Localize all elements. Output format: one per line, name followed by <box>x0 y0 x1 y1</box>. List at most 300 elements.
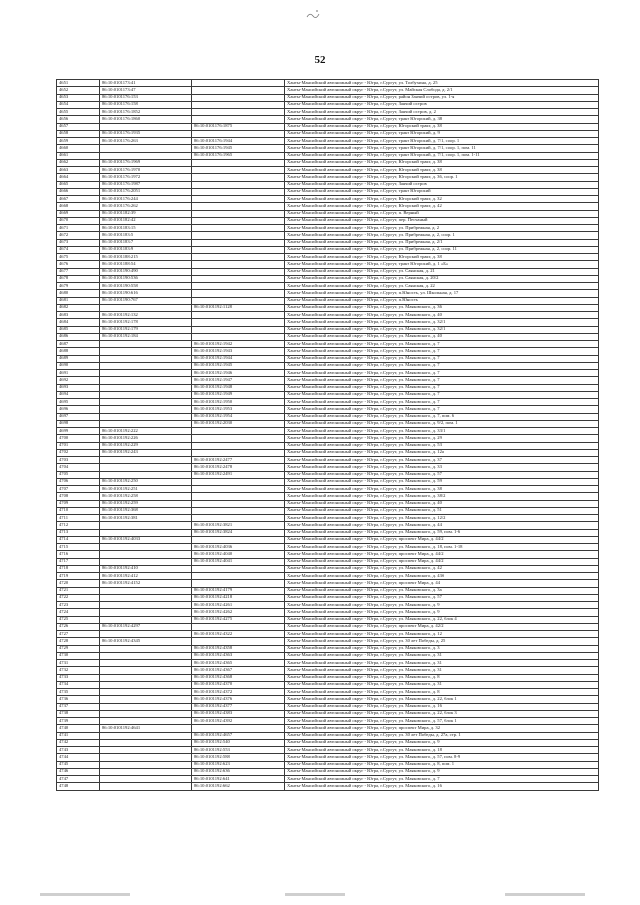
address-cell: Ханты-Мансийский автономный округ - Югра, г.Сургут, тракт Югорский <box>285 188 599 195</box>
cadastral-number-cell: 86:10:0101176:2051 <box>100 188 192 195</box>
table-row <box>57 725 599 732</box>
row-number-cell: 4707 <box>57 486 100 493</box>
table-row <box>57 529 599 536</box>
cadastral-number-cell: 86:10:0101182:39 <box>100 210 192 217</box>
row-number-cell: 4713 <box>57 529 100 536</box>
address-cell: Ханты-Мансийский автономный округ - Югра, г.Сургут, ул. Маяковского, д. 12а <box>285 449 599 456</box>
related-cadastral-number-cell: 86:10:0101192:4376 <box>192 696 285 703</box>
table-row <box>57 174 599 181</box>
address-cell: Ханты-Мансийский автономный округ - Югра, г.Сургут, ул. Маяковского, д. 16 <box>285 783 599 790</box>
cadastral-number-cell <box>100 718 192 725</box>
row-number-cell: 4733 <box>57 674 100 681</box>
related-cadastral-number-cell <box>192 80 285 87</box>
related-cadastral-number-cell <box>192 326 285 333</box>
related-cadastral-number-cell: 86:10:0101192:1945 <box>192 362 285 369</box>
related-cadastral-number-cell: 86:10:0101192:623 <box>192 761 285 768</box>
row-number-cell: 4710 <box>57 507 100 514</box>
related-cadastral-number-cell: 86:10:0101192:4262 <box>192 609 285 616</box>
related-cadastral-number-cell: 86:10:0101192:662 <box>192 783 285 790</box>
cadastral-number-cell: 86:10:0101176:1860 <box>100 116 192 123</box>
related-cadastral-number-cell <box>192 428 285 435</box>
cadastral-number-cell: 86:10:0101176:1970 <box>100 167 192 174</box>
table-row <box>57 391 599 398</box>
row-number-cell: 4746 <box>57 768 100 775</box>
table-row <box>57 645 599 652</box>
table-row <box>57 536 599 543</box>
table-row <box>57 710 599 717</box>
address-cell: Ханты-Мансийский автономный округ - Югра, г.Сургут, проспект Мира, д. 44 <box>285 580 599 587</box>
related-cadastral-number-cell: 86:10:0101192:4322 <box>192 631 285 638</box>
related-cadastral-number-cell <box>192 239 285 246</box>
row-number-cell: 4676 <box>57 261 100 268</box>
related-cadastral-number-cell <box>192 174 285 181</box>
table-row <box>57 580 599 587</box>
row-number-cell: 4679 <box>57 283 100 290</box>
cadastral-number-cell <box>100 696 192 703</box>
address-cell: Ханты-Мансийский автономный округ - Югра, г.Сургут, ул. Маяковского, д. 8 <box>285 689 599 696</box>
address-cell: Ханты-Мансийский автономный округ - Югра, г.Сургут, район Заячий остров, ул. 1-я <box>285 94 599 101</box>
cadastral-number-cell <box>100 652 192 659</box>
cadastral-number-cell: 86:10:0101176:263 <box>100 138 192 145</box>
table-row <box>57 399 599 406</box>
address-cell: Ханты-Мансийский автономный округ - Югра, г.Сургут, ул. Маяковского, д. 33/1 <box>285 428 599 435</box>
row-number-cell: 4666 <box>57 188 100 195</box>
row-number-cell: 4673 <box>57 239 100 246</box>
row-number-cell: 4662 <box>57 159 100 166</box>
related-cadastral-number-cell: 86:10:0101176:1944 <box>192 138 285 145</box>
row-number-cell: 4659 <box>57 138 100 145</box>
row-number-cell: 4656 <box>57 116 100 123</box>
cadastral-number-cell: 86:10:0101192:4297 <box>100 623 192 630</box>
cadastral-number-cell <box>100 355 192 362</box>
address-cell: Ханты-Мансийский автономный округ - Югра, г.Сургут, ул. Маяковского, д. 16 <box>285 703 599 710</box>
address-cell: Ханты-Мансийский автономный округ - Югра, г.Сургут, ул. Маяковского, д. 59 <box>285 478 599 485</box>
related-cadastral-number-cell: 86:10:0101192:1942 <box>192 341 285 348</box>
address-cell: Ханты-Мансийский автономный округ - Югра, г.Сургут, проспект Мира, д. 44/2 <box>285 558 599 565</box>
cadastral-number-cell: 86:10:0101192:4033 <box>100 536 192 543</box>
related-cadastral-number-cell <box>192 232 285 239</box>
row-number-cell: 4709 <box>57 500 100 507</box>
row-number-cell: 4698 <box>57 420 100 427</box>
cadastral-number-cell <box>100 522 192 529</box>
row-number-cell: 4667 <box>57 196 100 203</box>
row-number-cell: 4680 <box>57 290 100 297</box>
address-cell: Ханты-Мансийский автономный округ - Югра, г.Сургут, ул. Маяковского, д. 12/2 <box>285 515 599 522</box>
address-cell: Ханты-Мансийский автономный округ - Югра, г.Сургут, ул. Маяковского, д. 7 <box>285 406 599 413</box>
related-cadastral-number-cell: 86:10:0101192:4275 <box>192 616 285 623</box>
table-row <box>57 696 599 703</box>
related-cadastral-number-cell: 86:10:0101192:4036 <box>192 544 285 551</box>
related-cadastral-number-cell: 86:10:0101192:641 <box>192 776 285 783</box>
cadastral-number-cell: 86:10:0101183:7 <box>100 239 192 246</box>
row-number-cell: 4655 <box>57 109 100 116</box>
address-cell: Ханты-Мансийский автономный округ - Югра, г.Сургут, тракт Югорский, д. 38 <box>285 116 599 123</box>
related-cadastral-number-cell: 86:10:0101192:1950 <box>192 399 285 406</box>
address-cell: Ханты-Мансийский автономный округ - Югра, г.Сургут, пер. Песчаный <box>285 217 599 224</box>
cadastral-number-cell <box>100 783 192 790</box>
cadastral-number-cell: 86:10:0101192:132 <box>100 312 192 319</box>
address-cell: Ханты-Мансийский автономный округ - Югра, г.Сургут, ул. Маяковского, д. 32/1 <box>285 326 599 333</box>
cadastral-number-cell <box>100 391 192 398</box>
related-cadastral-number-cell: 86:10:0101192:2030 <box>192 420 285 427</box>
row-number-cell: 4706 <box>57 478 100 485</box>
address-cell: Ханты-Мансийский автономный округ - Югра, г.Сургут, тракт Югорский, д. 9 <box>285 130 599 137</box>
table-row <box>57 130 599 137</box>
row-number-cell: 4714 <box>57 536 100 543</box>
address-cell: Ханты-Мансийский автономный округ - Югра, г.Сургут, ул. Маяковского, д. 8, пом. 1 <box>285 761 599 768</box>
table-row <box>57 196 599 203</box>
address-cell: Ханты-Мансийский автономный округ - Югра, г.Сургут, Заячий остров, д. 2 <box>285 109 599 116</box>
cadastral-number-cell <box>100 631 192 638</box>
table-row <box>57 355 599 362</box>
address-cell: Ханты-Мансийский автономный округ - Югра, г.Сургут, проспект Мира, д. 44/2 <box>285 551 599 558</box>
cadastral-number-cell: 86:10:0101183:9 <box>100 246 192 253</box>
row-number-cell: 4708 <box>57 493 100 500</box>
cadastral-number-cell <box>100 413 192 420</box>
table-row <box>57 689 599 696</box>
scan-footer-noise <box>505 893 585 896</box>
table-row <box>57 225 599 232</box>
row-number-cell: 4675 <box>57 254 100 261</box>
table-row <box>57 558 599 565</box>
row-number-cell: 4738 <box>57 710 100 717</box>
table-row <box>57 232 599 239</box>
row-number-cell: 4663 <box>57 167 100 174</box>
row-number-cell: 4694 <box>57 391 100 398</box>
related-cadastral-number-cell <box>192 623 285 630</box>
address-cell: Ханты-Мансийский автономный округ - Югра, г.Сургут, ул. Маяковского, д. 38 <box>285 486 599 493</box>
row-number-cell: 4702 <box>57 449 100 456</box>
cadastral-number-cell: 86:10:0101183:15 <box>100 225 192 232</box>
table-row <box>57 667 599 674</box>
row-number-cell: 4719 <box>57 573 100 580</box>
cadastral-number-cell: 86:10:0101173:41 <box>100 80 192 87</box>
related-cadastral-number-cell <box>192 449 285 456</box>
table-row <box>57 290 599 297</box>
cadastral-number-cell: 86:10:0101188:215 <box>100 254 192 261</box>
row-number-cell: 4674 <box>57 246 100 253</box>
table-row <box>57 449 599 456</box>
related-cadastral-number-cell <box>192 210 285 217</box>
cadastral-number-cell: 86:10:0101192:4152 <box>100 580 192 587</box>
cadastral-number-cell <box>100 471 192 478</box>
cadastral-number-cell: 86:10:0101192:4345 <box>100 638 192 645</box>
related-cadastral-number-cell: 86:10:0101176:1875 <box>192 123 285 130</box>
related-cadastral-number-cell: 86:10:0101192:4040 <box>192 551 285 558</box>
row-number-cell: 4699 <box>57 428 100 435</box>
table-row <box>57 348 599 355</box>
row-number-cell: 4651 <box>57 80 100 87</box>
table-row <box>57 413 599 420</box>
table-row <box>57 587 599 594</box>
address-cell: Ханты-Мансийский автономный округ - Югра, г.Сургут, Заячий остров <box>285 181 599 188</box>
address-cell: Ханты-Мансийский автономный округ - Югра, г.Сургут, ул. Маяковского, д. 9/2, пом. 1 <box>285 420 599 427</box>
related-cadastral-number-cell <box>192 500 285 507</box>
related-cadastral-number-cell <box>192 515 285 522</box>
cadastral-number-cell: 86:10:0101192:381 <box>100 515 192 522</box>
address-cell: Ханты-Мансийский автономный округ - Югра, г.Сургут, ул. Маяковского, д. 31 <box>285 681 599 688</box>
table-row <box>57 522 599 529</box>
cadastral-number-cell <box>100 674 192 681</box>
related-cadastral-number-cell <box>192 638 285 645</box>
cadastral-number-cell: 86:10:0101183:5 <box>100 232 192 239</box>
row-number-cell: 4685 <box>57 326 100 333</box>
address-cell: Ханты-Мансийский автономный округ - Югра, г.Сургут, ул. Маяковского, д. 22, блок 3 <box>285 710 599 717</box>
related-cadastral-number-cell: 86:10:0101192:1944 <box>192 355 285 362</box>
table-row <box>57 464 599 471</box>
address-cell: Ханты-Мансийский автономный округ - Югра, г.Сургут, ул. Толбухина, д. 25 <box>285 80 599 87</box>
cadastral-number-cell <box>100 348 192 355</box>
address-cell: Ханты-Мансийский автономный округ - Югра, г.Сургут, Югорский тракт, д. 42 <box>285 203 599 210</box>
table-row <box>57 406 599 413</box>
table-row <box>57 747 599 754</box>
table-row <box>57 188 599 195</box>
table-row <box>57 754 599 761</box>
related-cadastral-number-cell: 86:10:0101192:1953 <box>192 406 285 413</box>
cadastral-number-cell <box>100 341 192 348</box>
table-row <box>57 616 599 623</box>
row-number-cell: 4686 <box>57 333 100 340</box>
row-number-cell: 4660 <box>57 145 100 152</box>
table-row <box>57 116 599 123</box>
table-row <box>57 776 599 783</box>
table-row <box>57 370 599 377</box>
address-cell: Ханты-Мансийский автономный округ - Югра, г.Сургут, п.Юность, ул. Школьная, д. 17 <box>285 290 599 297</box>
row-number-cell: 4658 <box>57 130 100 137</box>
table-row <box>57 703 599 710</box>
row-number-cell: 4720 <box>57 580 100 587</box>
address-cell: Ханты-Мансийский автономный округ - Югра, г.Сургут, ул. Маяковского, д. 22, блок 4 <box>285 616 599 623</box>
table-row <box>57 660 599 667</box>
row-number-cell: 4689 <box>57 355 100 362</box>
cadastral-number-cell: 86:10:0101192:250 <box>100 478 192 485</box>
related-cadastral-number-cell <box>192 167 285 174</box>
row-number-cell: 4665 <box>57 181 100 188</box>
related-cadastral-number-cell: 86:10:0101192:4377 <box>192 703 285 710</box>
address-cell: Ханты-Мансийский автономный округ - Югра, г.Сургут, ул. Маяковского, д. 7 <box>285 370 599 377</box>
address-cell: Ханты-Мансийский автономный округ - Югра, г.Сургут, Югорский тракт, д. 38 <box>285 123 599 130</box>
related-cadastral-number-cell <box>192 101 285 108</box>
cadastral-number-cell <box>100 747 192 754</box>
address-cell: Ханты-Мансийский автономный округ - Югра, г.Сургут, ул. Маяковского, д. 57 <box>285 594 599 601</box>
related-cadastral-number-cell <box>192 130 285 137</box>
related-cadastral-number-cell <box>192 442 285 449</box>
row-number-cell: 4730 <box>57 652 100 659</box>
row-number-cell: 4745 <box>57 761 100 768</box>
row-number-cell: 4695 <box>57 399 100 406</box>
table-row <box>57 681 599 688</box>
table-row <box>57 638 599 645</box>
related-cadastral-number-cell <box>192 268 285 275</box>
cadastral-number-cell: 86:10:0101192:251 <box>100 486 192 493</box>
table-row <box>57 362 599 369</box>
row-number-cell: 4705 <box>57 471 100 478</box>
row-number-cell: 4692 <box>57 377 100 384</box>
row-number-cell: 4712 <box>57 522 100 529</box>
cadastral-number-cell <box>100 370 192 377</box>
address-cell: Ханты-Мансийский автономный округ - Югра, г.Сургут, ул. Маяковского, д. 36 <box>285 304 599 311</box>
related-cadastral-number-cell: 86:10:0101192:588 <box>192 754 285 761</box>
address-cell: Ханты-Мансийский автономный округ - Югра, г.Сургут, ул. Маяковского, д. 29 <box>285 435 599 442</box>
related-cadastral-number-cell: 86:10:0101192:1943 <box>192 348 285 355</box>
row-number-cell: 4718 <box>57 565 100 572</box>
cadastral-number-cell <box>100 710 192 717</box>
address-cell: Ханты-Мансийский автономный округ - Югра, г.Сургут, ул. 30 лет Победы, д. 25 <box>285 638 599 645</box>
related-cadastral-number-cell <box>192 333 285 340</box>
cadastral-number-cell <box>100 384 192 391</box>
cadastral-number-cell <box>100 529 192 536</box>
related-cadastral-number-cell <box>192 580 285 587</box>
address-cell: Ханты-Мансийский автономный округ - Югра, г.Сургут, ул. Майская Слобода, д. 2/1 <box>285 87 599 94</box>
table-row <box>57 254 599 261</box>
address-cell: Ханты-Мансийский автономный округ - Югра, г.Сургут, ул. Маяковского, д. 57, пом. 8-9 <box>285 754 599 761</box>
related-cadastral-number-cell <box>192 725 285 732</box>
address-cell: Ханты-Мансийский автономный округ - Югра, г.Сургут, ул. Маяковского, д. 22, блок 1 <box>285 696 599 703</box>
address-cell: Ханты-Мансийский автономный округ - Югра, г.Сургут, ул. Маяковского, д. 37 <box>285 457 599 464</box>
row-number-cell: 4664 <box>57 174 100 181</box>
address-cell: Ханты-Мансийский автономный округ - Югра, г.Сургут, проспект Мира, д. 44/2 <box>285 536 599 543</box>
related-cadastral-number-cell: 86:10:0101192:636 <box>192 768 285 775</box>
table-row <box>57 87 599 94</box>
related-cadastral-number-cell <box>192 217 285 224</box>
table-row <box>57 268 599 275</box>
address-cell: Ханты-Мансийский автономный округ - Югра, г.Сургут, Югорский тракт, д. 38 <box>285 167 599 174</box>
address-cell: Ханты-Мансийский автономный округ - Югра, г.Сургут, проспект Мира, д. 32 <box>285 725 599 732</box>
row-number-cell: 4684 <box>57 319 100 326</box>
cadastral-number-cell <box>100 377 192 384</box>
address-cell: Ханты-Мансийский автономный округ - Югра, г.Сургут, ул. Маяковского, д. 31 <box>285 652 599 659</box>
related-cadastral-number-cell: 86:10:0101192:2491 <box>192 471 285 478</box>
cadastral-number-cell: 86:10:0101192:229 <box>100 442 192 449</box>
cadastral-number-cell: 86:10:0101192:410 <box>100 565 192 572</box>
address-cell: Ханты-Мансийский автономный округ - Югра, г.Сургут, ул. Саянская, д. 21 <box>285 268 599 275</box>
cadastral-number-cell: 86:10:0101192:258 <box>100 493 192 500</box>
related-cadastral-number-cell: 86:10:0101192:2477 <box>192 457 285 464</box>
related-cadastral-number-cell: 86:10:0101176:1965 <box>192 152 285 159</box>
table-row <box>57 602 599 609</box>
address-cell: Ханты-Мансийский автономный округ - Югра, г.Сургут, тракт Югорский, д. 7/1, соор. 1, пом. 11 <box>285 145 599 152</box>
address-cell: Ханты-Мансийский автономный округ - Югра, г.Сургут, ул. 30 лет Победы, д. 27а, стр. 1 <box>285 732 599 739</box>
related-cadastral-number-cell: 86:10:0101192:1948 <box>192 384 285 391</box>
related-cadastral-number-cell <box>192 507 285 514</box>
address-cell: Ханты-Мансийский автономный округ - Югра, г.Сургут, ул. Маяковского, д. 31 <box>285 660 599 667</box>
row-number-cell: 4724 <box>57 609 100 616</box>
table-row <box>57 544 599 551</box>
related-cadastral-number-cell: 86:10:0101192:553 <box>192 747 285 754</box>
table-row <box>57 261 599 268</box>
cadastral-number-cell: 86:10:0101176:1935 <box>100 130 192 137</box>
cadastral-number-cell: 86:10:0101190:536 <box>100 275 192 282</box>
table-row <box>57 761 599 768</box>
address-cell: Ханты-Мансийский автономный округ - Югра, г.Сургут, ул. Маяковского, д. 59, пом. 1-6 <box>285 529 599 536</box>
row-number-cell: 4657 <box>57 123 100 130</box>
address-cell: Ханты-Мансийский автономный округ - Югра, г.Сургут, ул. Маяковского, д. 53 <box>285 442 599 449</box>
related-cadastral-number-cell <box>192 290 285 297</box>
table-row <box>57 551 599 558</box>
row-number-cell: 4691 <box>57 370 100 377</box>
cadastral-number-cell <box>100 602 192 609</box>
related-cadastral-number-cell: 86:10:0101192:1946 <box>192 370 285 377</box>
table-row <box>57 493 599 500</box>
row-number-cell: 4727 <box>57 631 100 638</box>
row-number-cell: 4737 <box>57 703 100 710</box>
table-row <box>57 152 599 159</box>
table-row <box>57 239 599 246</box>
cadastral-number-cell: 86:10:0101192:178 <box>100 319 192 326</box>
cadastral-number-cell: 86:10:0101190:490 <box>100 268 192 275</box>
related-cadastral-number-cell <box>192 261 285 268</box>
cadastral-number-cell <box>100 616 192 623</box>
row-number-cell: 4681 <box>57 297 100 304</box>
cadastral-number-cell: 86:10:0101192:179 <box>100 326 192 333</box>
cadastral-number-cell: 86:10:0101192:412 <box>100 573 192 580</box>
table-row <box>57 718 599 725</box>
table-row <box>57 283 599 290</box>
address-cell: Ханты-Мансийский автономный округ - Югра, г.Сургут, ул. Маяковского, д. 42 <box>285 565 599 572</box>
row-number-cell: 4653 <box>57 94 100 101</box>
related-cadastral-number-cell: 86:10:0101192:4365 <box>192 660 285 667</box>
row-number-cell: 4687 <box>57 341 100 348</box>
row-number-cell: 4652 <box>57 87 100 94</box>
address-cell: Ханты-Мансийский автономный округ - Югра, г.Сургут, тракт Югорский, д. 7/1, соор. 1 <box>285 138 599 145</box>
row-number-cell: 4723 <box>57 602 100 609</box>
related-cadastral-number-cell: 86:10:0101192:4370 <box>192 681 285 688</box>
address-cell: Ханты-Мансийский автономный округ - Югра, г.Сургут, ул. Маяковского, д. 12 <box>285 631 599 638</box>
cadastral-number-cell <box>100 689 192 696</box>
table-row <box>57 428 599 435</box>
address-cell: Ханты-Мансийский автономный округ - Югра, г.Сургут, Югорский тракт, д. 36, соор. 1 <box>285 174 599 181</box>
cadastral-number-cell <box>100 776 192 783</box>
row-number-cell: 4700 <box>57 435 100 442</box>
table-row <box>57 94 599 101</box>
table-row <box>57 246 599 253</box>
row-number-cell: 4711 <box>57 515 100 522</box>
table-row <box>57 326 599 333</box>
cadastral-number-cell <box>100 768 192 775</box>
address-cell: Ханты-Мансийский автономный округ - Югра, г.Сургут, ул. Саянская, д. 22 <box>285 283 599 290</box>
table-row <box>57 674 599 681</box>
address-cell: Ханты-Мансийский автономный округ - Югра, г.Сургут, ул. Маяковского, д. 7 <box>285 399 599 406</box>
table-row <box>57 203 599 210</box>
address-cell: Ханты-Мансийский автономный округ - Югра, г.Сургут, ул. Прибрежная, д. 2, соор. 1 <box>285 232 599 239</box>
table-row <box>57 333 599 340</box>
related-cadastral-number-cell: 86:10:0101192:540 <box>192 739 285 746</box>
row-number-cell: 4726 <box>57 623 100 630</box>
address-cell: Ханты-Мансийский автономный округ - Югра, г.Сургут, ул. Маяковского, д. 3а <box>285 587 599 594</box>
row-number-cell: 4731 <box>57 660 100 667</box>
cadastral-number-cell: 86:10:0101192:222 <box>100 428 192 435</box>
related-cadastral-number-cell <box>192 225 285 232</box>
table-row <box>57 109 599 116</box>
table-row <box>57 435 599 442</box>
related-cadastral-number-cell: 86:10:0101192:4041 <box>192 558 285 565</box>
related-cadastral-number-cell <box>192 275 285 282</box>
address-cell: Ханты-Мансийский автономный округ - Югра, г.Сургут, ул. Маяковского, д. 18, пом. 1-18 <box>285 544 599 551</box>
row-number-cell: 4668 <box>57 203 100 210</box>
address-cell: Ханты-Мансийский автономный округ - Югра, г.Сургут, ул. Маяковского, д. 7 <box>285 341 599 348</box>
address-cell: Ханты-Мансийский автономный округ - Югра, г.Сургут, ул. Саянская, д. 20/2 <box>285 275 599 282</box>
scan-footer-noise <box>40 893 130 896</box>
table-row <box>57 138 599 145</box>
table-row <box>57 123 599 130</box>
address-cell: Ханты-Мансийский автономный округ - Югра, г.Сургут, ул. Маяковского, д. 7 <box>285 384 599 391</box>
row-number-cell: 4729 <box>57 645 100 652</box>
related-cadastral-number-cell <box>192 565 285 572</box>
address-cell: Ханты-Мансийский автономный округ - Югра, г.Сургут, ул. Маяковского, д. 38/2 <box>285 493 599 500</box>
cadastral-number-cell: 86:10:0101192:368 <box>100 507 192 514</box>
row-number-cell: 4748 <box>57 783 100 790</box>
table-row <box>57 783 599 790</box>
